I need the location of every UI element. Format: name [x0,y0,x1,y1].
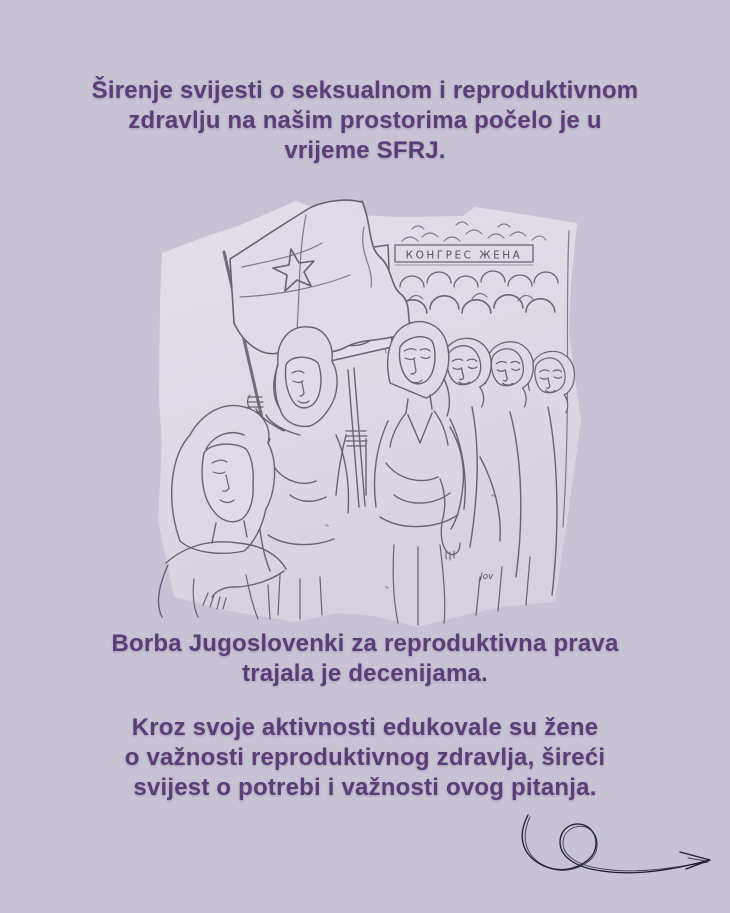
artist-signature: Jov [480,572,494,582]
swirl-arrow-icon [518,808,722,882]
title-line: zdravlju na našim prostorima počelo je u [128,107,602,134]
paragraph-line: Borba Jugoslovenki za reproduktivna prava [111,630,619,657]
paragraph-activities [0,713,730,803]
title-line: Širenje svijesti o seksualnom i reproduktivnom [91,77,639,104]
swirl-arrow-svg [518,808,722,882]
banner-text: КОНГРЕС ЖЕНА [405,249,523,262]
paragraph-line: trajala je decenijama. [242,660,488,687]
paragraph-struggle [0,629,730,689]
illustration-svg [150,195,585,632]
marching-women-illustration [150,195,585,632]
paragraph-line: svijest o potrebi i važnosti ovog pitanja. [133,774,597,801]
paragraph-line: Kroz svoje aktivnosti edukovale su žene [131,714,599,741]
paragraph-line: o važnosti reproduktivnog zdravlja, šireći [124,744,606,771]
title-line: vrijeme SFRJ. [284,137,446,164]
page-title [0,76,730,166]
